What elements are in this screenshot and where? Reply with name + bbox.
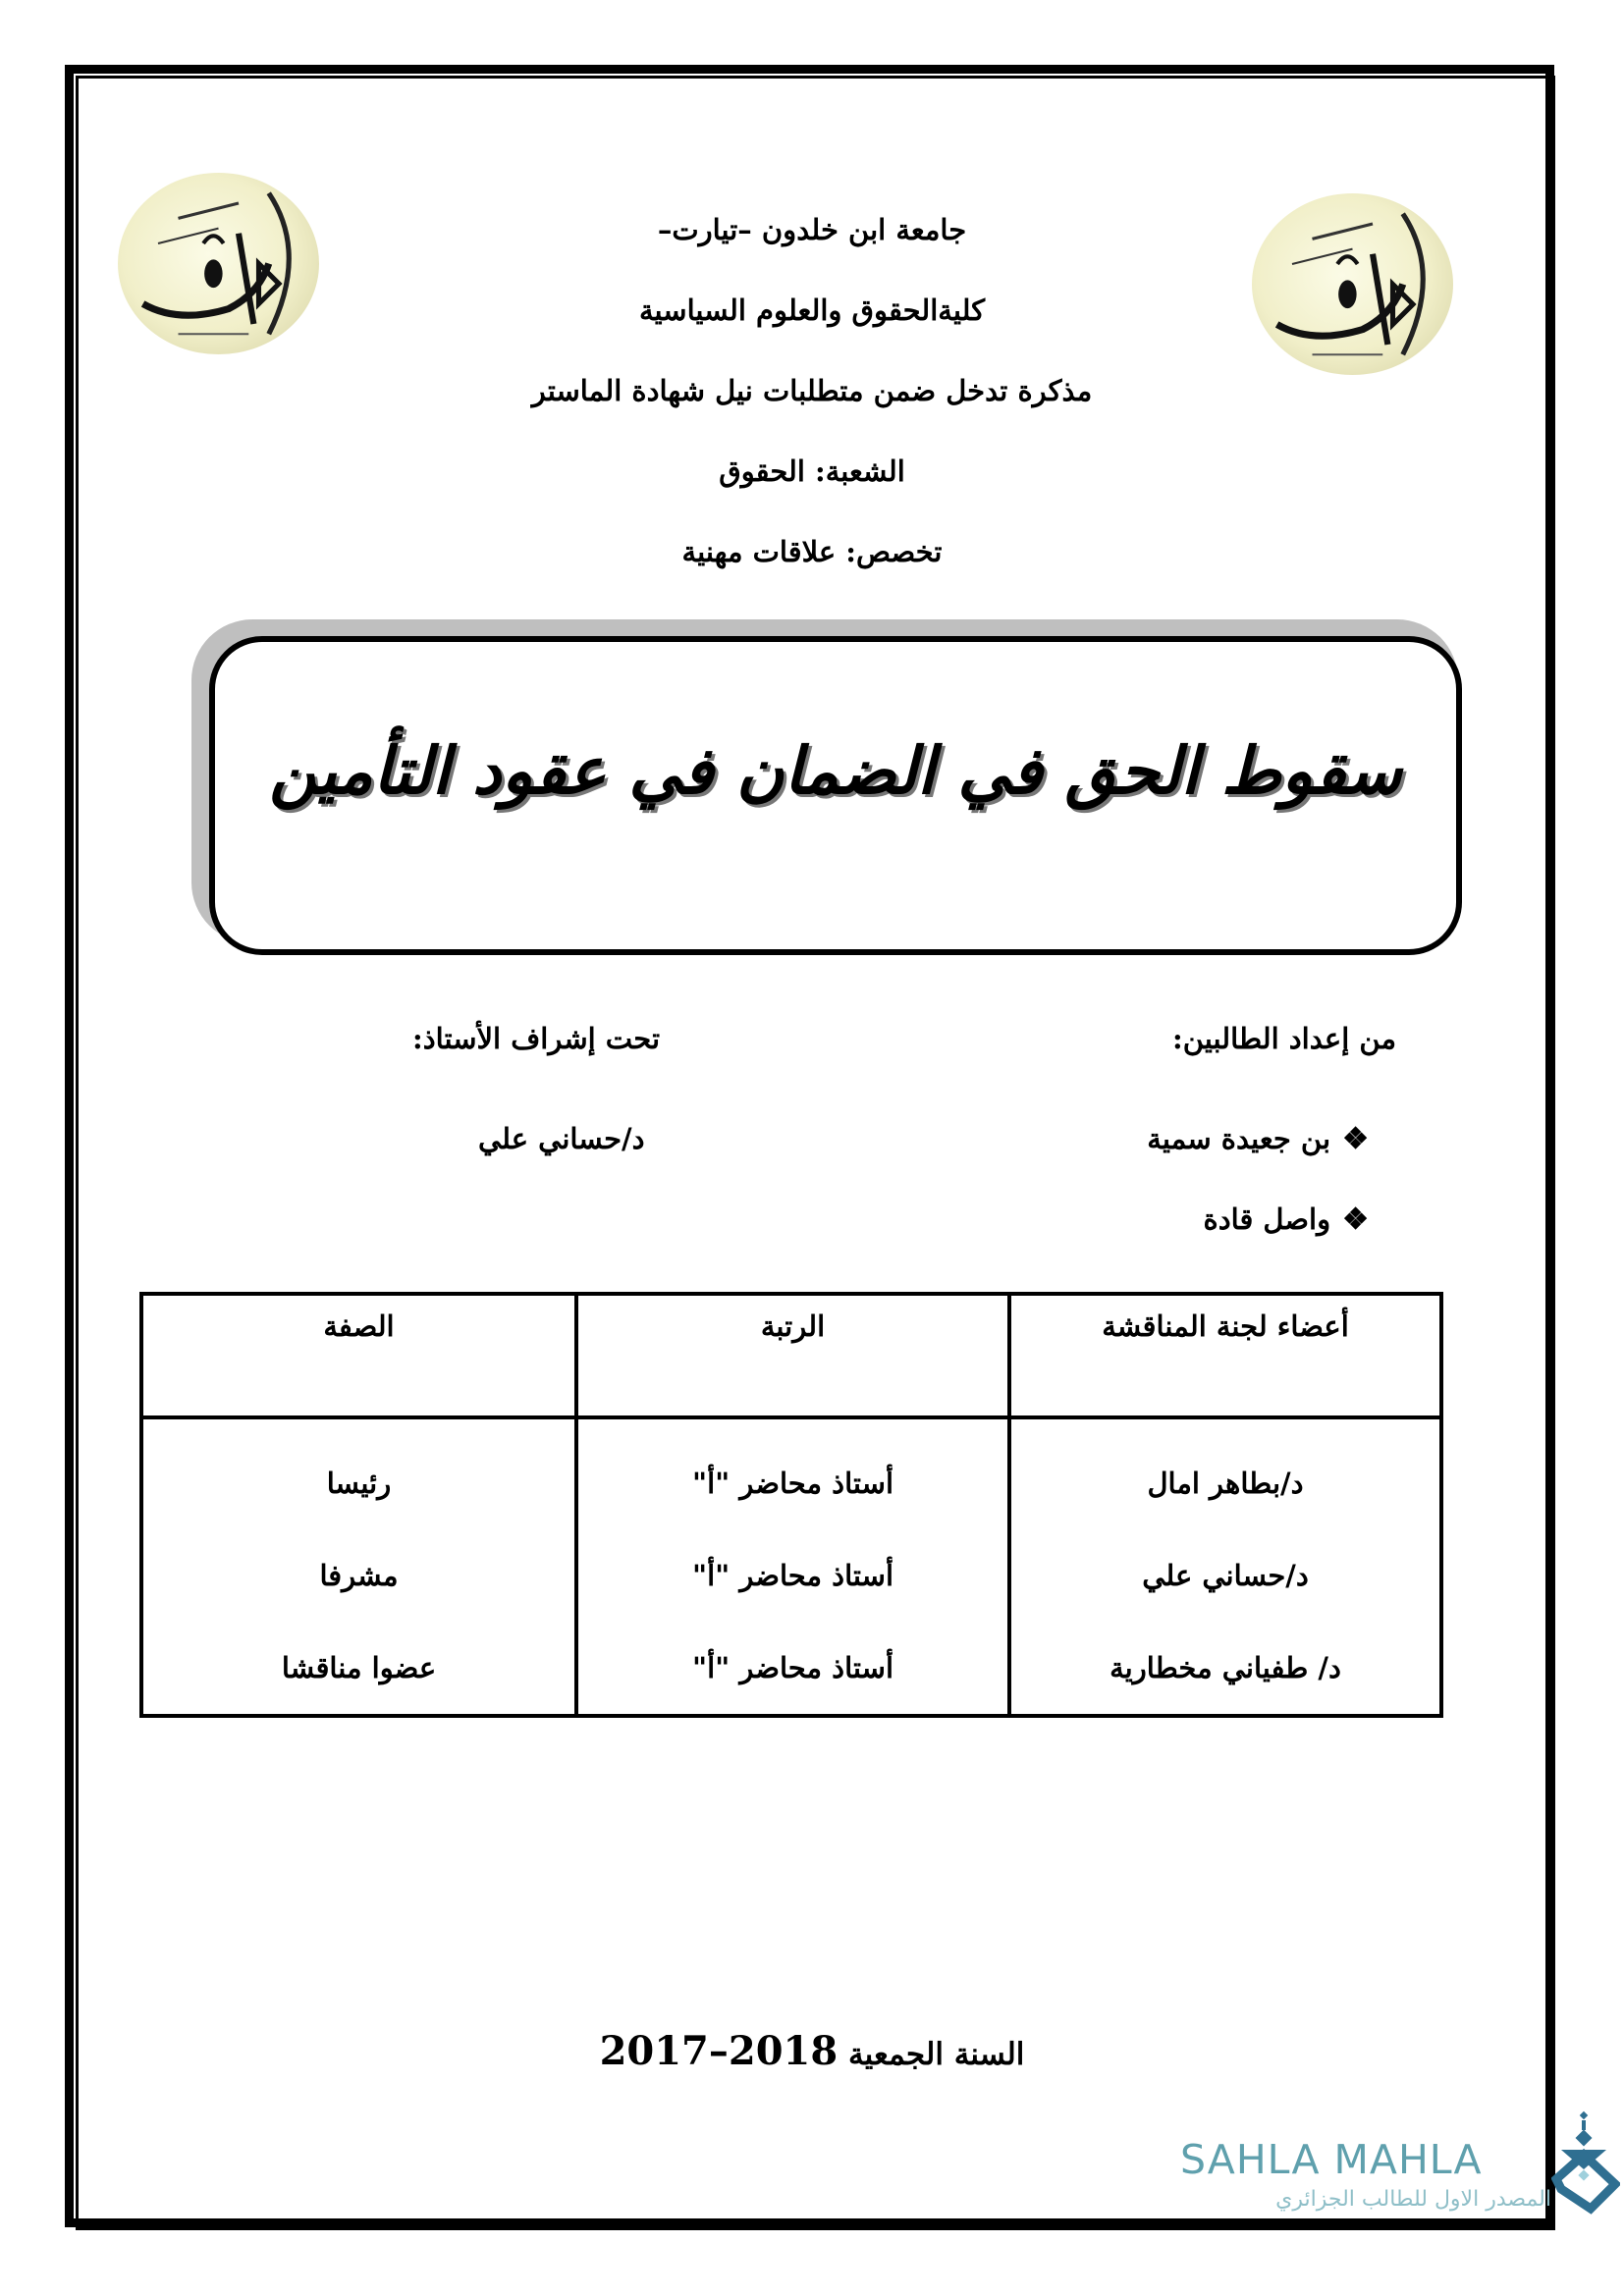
member-rank: أستاذ محاضر "أ" bbox=[691, 1467, 894, 1500]
faculty-name: كليةالحقوق والعلوم السياسية bbox=[638, 294, 986, 327]
column-header-members: أعضاء لجنة المناقشة bbox=[1009, 1294, 1441, 1417]
memo-statement: مذكرة تدخل ضمن متطلبات نيل شهادة الماستر bbox=[531, 374, 1093, 407]
specialty-line: تخصص: علاقات مهنية bbox=[681, 535, 943, 568]
supervisor-name: د/حساني علي bbox=[478, 1122, 645, 1155]
supervisor-heading: تحت إشراف الأستاذ: bbox=[412, 1022, 661, 1055]
member-name: د/بطاهر امال bbox=[1147, 1467, 1304, 1500]
member-rank: أستاذ محاضر "أ" bbox=[691, 1559, 894, 1592]
seal-calligraphy-icon bbox=[118, 173, 319, 354]
watermark-tagline: المصدر الاول للطالب الجزائري bbox=[1275, 2187, 1551, 2212]
table-header-row bbox=[141, 1294, 1441, 1417]
thesis-title: سقوط الحق في الضمان في عقود التأمين bbox=[269, 732, 1402, 809]
role-cell bbox=[141, 1417, 576, 1716]
committee-table bbox=[139, 1292, 1443, 1718]
member-name: د/ طفياني مخطارية bbox=[1110, 1651, 1341, 1684]
student-item bbox=[1204, 1200, 1369, 1240]
rank-cell bbox=[576, 1417, 1009, 1716]
academic-year-label: السنة الجمعية bbox=[848, 2037, 1025, 2072]
member-role: رئيسا bbox=[326, 1467, 392, 1500]
table-body-row bbox=[141, 1417, 1441, 1716]
student-item bbox=[1147, 1119, 1369, 1159]
academic-year bbox=[295, 2030, 1329, 2076]
sahla-mahla-logo-icon bbox=[1551, 2110, 1620, 2218]
member-name: د/حساني علي bbox=[1142, 1559, 1309, 1592]
column-header-rank: الرتبة bbox=[576, 1294, 1009, 1417]
member-role: عضوا مناقشا bbox=[281, 1651, 437, 1684]
university-seal-icon-left bbox=[118, 173, 319, 354]
students-heading: من إعداد الطالبين: bbox=[1172, 1022, 1396, 1055]
diamond-bullet-icon: ❖ bbox=[1342, 1202, 1369, 1237]
member-rank: أستاذ محاضر "أ" bbox=[691, 1651, 894, 1684]
member-role: مشرفا bbox=[319, 1559, 399, 1592]
column-header-role: الصفة bbox=[141, 1294, 576, 1417]
diamond-bullet-icon: ❖ bbox=[1342, 1122, 1369, 1156]
student-name: واصل قادة bbox=[1203, 1202, 1331, 1236]
academic-year-value: 2018–2017 bbox=[599, 2028, 839, 2074]
university-name: جامعة ابن خلدون –تيارت– bbox=[657, 213, 967, 246]
watermark-brand: SAHLA MAHLA bbox=[1180, 2136, 1483, 2183]
student-name: بن جعيدة سمية bbox=[1147, 1122, 1331, 1155]
branch-line: الشعبة: الحقوق bbox=[719, 454, 905, 488]
members-cell bbox=[1009, 1417, 1441, 1716]
